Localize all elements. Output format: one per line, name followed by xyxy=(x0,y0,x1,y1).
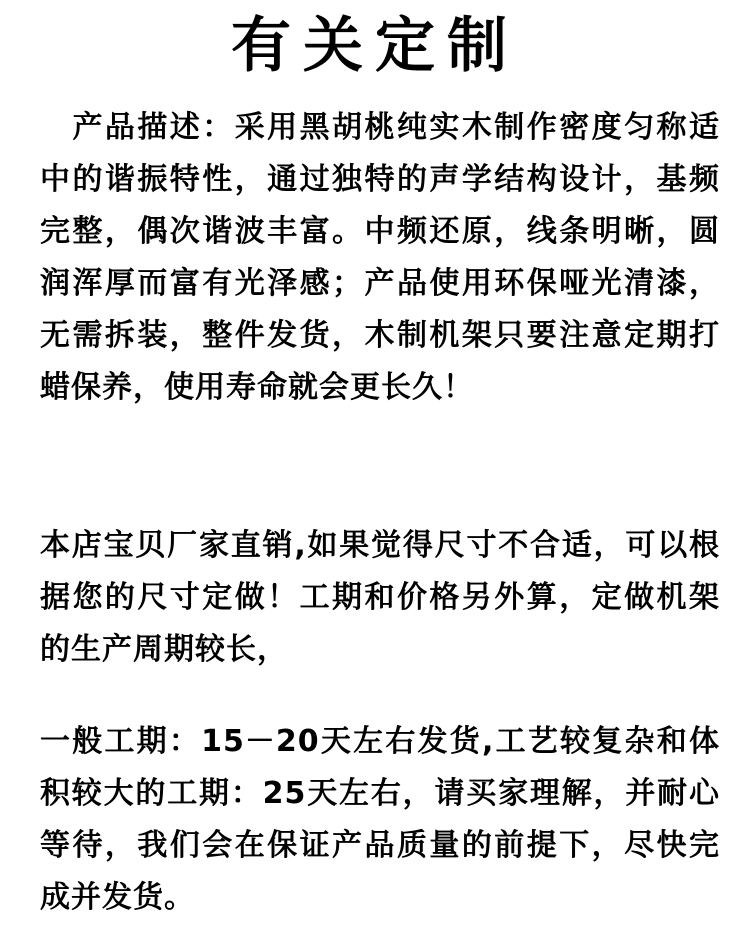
custom-size-paragraph: 本店宝贝厂家直销,如果觉得尺寸不合适，可以根据您的尺寸定做！工期和价格另外算，定做机架的生产周期较长， xyxy=(40,528,720,667)
lead-time-paragraph: 一般工期：15－20天左右发货,工艺较复杂和体积较大的工期：25天左右，请买家理解，并耐心等待，我们会在保证产品质量的前提下，尽快完成并发货。 xyxy=(40,724,720,915)
page-title: 有关定制 xyxy=(231,11,519,81)
product-description-paragraph: 产品描述：采用黑胡桃纯实木制作密度匀称适中的谐振特性，通过独特的声学结构设计，基频完整，偶次谐波丰富。中频还原，线条明晰，圆润浑厚而富有光泽感；产品使用环保哑光清漆，无需拆装，整件发货，木制机架只要注意定期打蜡保养，使用寿命就会更长久！ xyxy=(40,110,720,405)
